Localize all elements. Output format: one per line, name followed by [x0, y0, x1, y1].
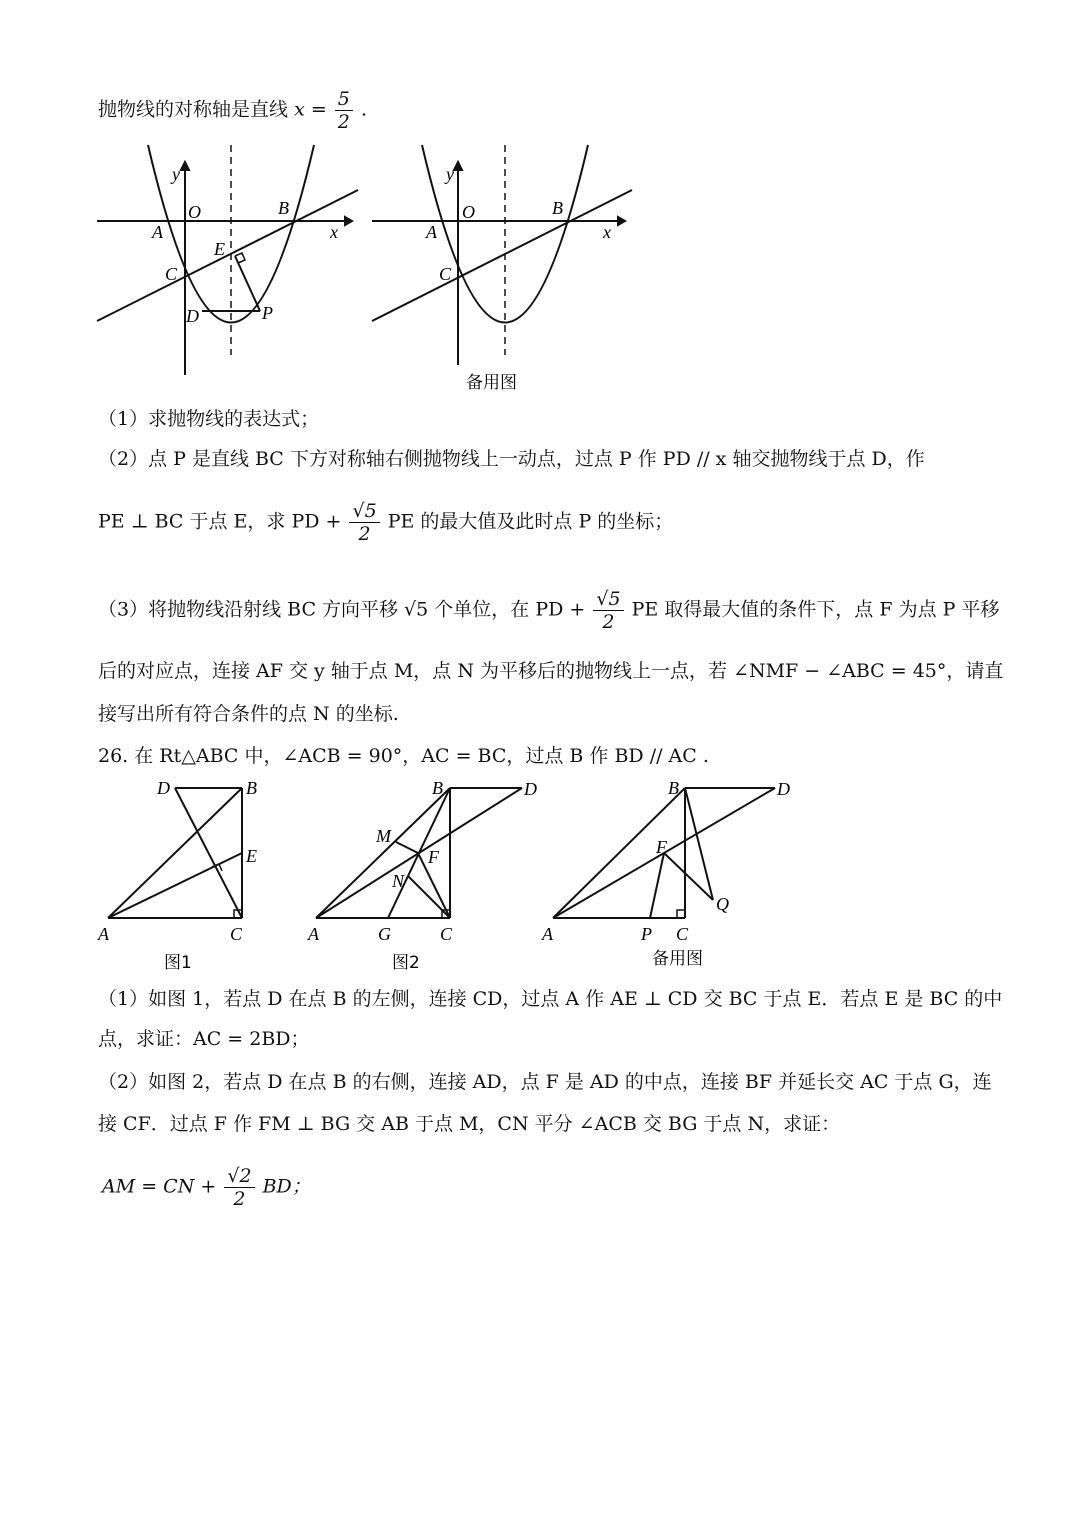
- segment-pe: [235, 256, 260, 311]
- q25-part3-line1: [98, 588, 999, 633]
- q26-stem: 26. 在 Rt△ABC 中，∠ACB = 90°，AC = BC，过点 B 作 BD // AC .: [98, 745, 709, 767]
- q25-part2-fraction: [349, 500, 379, 545]
- label-q: Q: [716, 894, 729, 914]
- q26-figure-2: [300, 775, 550, 975]
- q25-part2-fraction-num: √5: [349, 500, 379, 523]
- intro-fraction-num: 5: [335, 88, 353, 111]
- label-y: y: [172, 164, 180, 184]
- label-b: B: [246, 778, 257, 798]
- label-c: C: [676, 924, 689, 944]
- y-axis-arrow: [181, 162, 189, 170]
- label-e: E: [214, 239, 225, 259]
- label-a: A: [152, 222, 163, 242]
- label-y: y: [446, 164, 454, 184]
- segment-fm: [396, 842, 418, 853]
- q25-part2-pre: PE ⊥ BC 于点 E，求 PD +: [98, 510, 342, 533]
- q26-part2-line1: （2）如图 2，若点 D 在点 B 的右侧，连接 AD，点 F 是 AD 的中点，连接 BF 并延长交 AC 于点 G，连: [98, 1071, 992, 1093]
- right-angle-mark-c: [677, 910, 685, 918]
- segment-fp: [650, 853, 664, 918]
- label-x: x: [603, 222, 611, 242]
- label-d: D: [186, 306, 199, 326]
- label-o: O: [188, 202, 201, 222]
- intro-var: x =: [294, 98, 327, 121]
- label-c: C: [439, 264, 452, 284]
- q25-part2-post: PE 的最大值及此时点 P 的坐标；: [387, 510, 674, 533]
- label-a: A: [98, 924, 109, 944]
- q26-part2-fraction-den: 2: [233, 1188, 246, 1210]
- label-a: A: [542, 924, 553, 944]
- segment-ab: [108, 788, 242, 918]
- label-b: B: [432, 778, 443, 798]
- intro-line: [98, 88, 367, 133]
- q26-part2-post: BD；: [262, 1175, 311, 1198]
- label-n: N: [392, 871, 405, 891]
- intro-fraction-den: 2: [337, 111, 350, 133]
- q26-part2-fraction-num: √2: [224, 1165, 254, 1188]
- line-bc: [372, 190, 632, 321]
- label-b: B: [668, 778, 679, 798]
- caption-backup-1: 备用图: [466, 373, 517, 393]
- line-bc: [97, 190, 358, 321]
- label-b: B: [278, 198, 289, 218]
- label-g: G: [378, 924, 391, 944]
- parabola-figure: [90, 140, 370, 380]
- segment-fq: [664, 853, 713, 900]
- segment-bq: [685, 788, 713, 900]
- caption-backup-2: 备用图: [652, 949, 703, 969]
- label-d: D: [777, 779, 790, 799]
- label-o: O: [462, 202, 475, 222]
- q25-part3-fraction-num: √5: [593, 588, 623, 611]
- q26-part1-line1: （1）如图 1，若点 D 在点 B 的左侧，连接 CD，过点 A 作 AE ⊥ CD 交 BC 于点 E．若点 E 是 BC 的中: [98, 988, 1003, 1010]
- q25-part2-line1: （2）点 P 是直线 BC 下方对称轴右侧抛物线上一动点，过点 P 作 PD // x 轴交抛物线于点 D，作: [98, 448, 925, 470]
- intro-fraction: [335, 88, 353, 133]
- label-b: B: [552, 198, 563, 218]
- label-a: A: [308, 924, 319, 944]
- caption-fig-1: 图1: [164, 953, 192, 973]
- x-axis-arrow: [618, 217, 625, 225]
- q25-part1: （1）求抛物线的表达式；: [98, 408, 320, 430]
- label-m: M: [376, 826, 391, 846]
- backup-figure-1: [365, 140, 645, 400]
- label-c: C: [440, 924, 453, 944]
- label-p: P: [262, 303, 273, 323]
- q25-part3-fraction: [593, 588, 623, 633]
- label-c: C: [165, 264, 178, 284]
- label-d: D: [524, 779, 537, 799]
- q25-part3-fraction-den: 2: [602, 611, 615, 633]
- q25-part3-line3: 接写出所有符合条件的点 N 的坐标.: [98, 703, 399, 725]
- label-x: x: [330, 222, 338, 242]
- x-axis-arrow: [345, 217, 352, 225]
- intro-text: 抛物线的对称轴是直线: [98, 98, 289, 121]
- y-axis-arrow: [454, 162, 462, 170]
- q25-part3-pre: （3）将抛物线沿射线 BC 方向平移 √5 个单位，在 PD +: [98, 598, 586, 621]
- q26-figure-1: [95, 775, 275, 975]
- q26-part2-fraction: [224, 1165, 254, 1210]
- label-a: A: [426, 222, 437, 242]
- segment-ae: [108, 853, 242, 918]
- q26-figure-3: [540, 775, 800, 975]
- label-d: D: [157, 778, 170, 798]
- q25-part3-line2: 后的对应点，连接 AF 交 y 轴于点 M，点 N 为平移后的抛物线上一点，若 ∠NMF − ∠ABC = 45°，请直: [98, 660, 1004, 682]
- segment-cn: [408, 876, 450, 918]
- label-c: C: [230, 924, 243, 944]
- label-e: E: [246, 846, 257, 866]
- q26-part2-line3: [102, 1165, 311, 1210]
- q25-part2-fraction-den: 2: [358, 523, 371, 545]
- q26-part1-line2: 点，求证：AC = 2BD；: [98, 1028, 310, 1050]
- segment-cd: [175, 788, 242, 918]
- label-p: P: [641, 924, 652, 944]
- intro-end: .: [360, 98, 367, 121]
- q25-part2-line2: [98, 500, 673, 545]
- q25-part3-post: PE 取得最大值的条件下，点 F 为点 P 平移: [631, 598, 1000, 621]
- q26-part2-pre: AM = CN +: [102, 1175, 217, 1198]
- caption-fig-2: 图2: [392, 953, 420, 973]
- q26-part2-line2: 接 CF．过点 F 作 FM ⊥ BG 交 AB 于点 M，CN 平分 ∠ACB 交 BG 于点 N，求证：: [98, 1113, 841, 1135]
- label-f: F: [656, 837, 667, 857]
- label-f: F: [428, 847, 439, 867]
